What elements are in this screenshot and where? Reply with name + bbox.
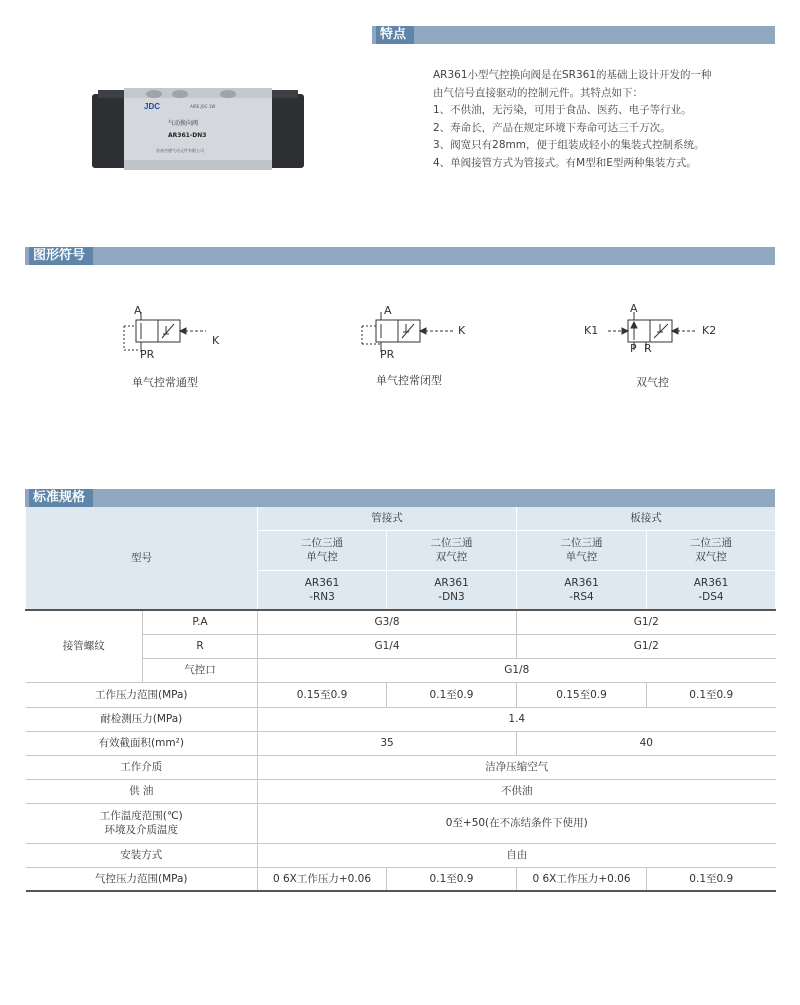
- cell-value: 35: [258, 731, 517, 755]
- cell-value: 0.15至0.9: [258, 682, 387, 707]
- row-label: 工作介质: [26, 755, 258, 779]
- symbols-section-bar: [25, 247, 775, 265]
- row-label: 气控口: [143, 658, 258, 682]
- symbol-port-r: R: [644, 342, 652, 355]
- symbol-label-normally-closed: 单气控常闭型: [376, 374, 442, 387]
- table-row: [26, 707, 776, 731]
- symbol-port-k2: K2: [702, 324, 717, 337]
- table-row: [26, 755, 776, 779]
- group-header-plate: 板接式: [517, 507, 776, 530]
- thread-label: 接管螺纹: [26, 610, 143, 682]
- product-logo: JDC: [144, 102, 161, 111]
- row-label: 工作温度范围(℃) 环境及介质温度: [26, 803, 258, 843]
- model-cell: AR361 -RS4: [517, 570, 647, 610]
- features-line: 由气信号直接驱动的控制元件。其特点如下：: [433, 86, 643, 99]
- symbol-label-normally-open: 单气控常通型: [132, 376, 198, 389]
- product-image: [92, 88, 304, 172]
- group-header-pipe: 管接式: [258, 507, 517, 530]
- cell-value: 0.15至0.9: [517, 682, 647, 707]
- cell-value: 自由: [258, 843, 776, 867]
- spec-section-bar: [25, 489, 775, 507]
- model-cell: AR361 -RN3: [258, 570, 387, 610]
- spec-heading: 标准规格: [29, 489, 93, 507]
- row-label: R: [143, 634, 258, 658]
- table-row: [26, 843, 776, 867]
- cell-value: 0.1至0.9: [647, 682, 776, 707]
- features-line: 4、单阀接管方式为管接式。有M型和E型两种集装方式。: [433, 156, 697, 169]
- row-label: 耐检测压力(MPa): [26, 707, 258, 731]
- cell-value: 1.4: [258, 707, 776, 731]
- table-row: [26, 610, 776, 634]
- cell-value: 不供油: [258, 779, 776, 803]
- type-header: 二位三通 单气控: [517, 530, 647, 570]
- features-line: 1、不供油，无污染，可用于食品、医药、电子等行业。: [433, 104, 692, 116]
- product-name: 气动换向阀: [168, 120, 199, 127]
- features-heading: 特点: [376, 26, 414, 44]
- cell-value: 0至+50(在不冻结条件下使用): [258, 803, 776, 843]
- symbol-port-k: K: [458, 324, 466, 337]
- row-label: P.A: [143, 610, 258, 634]
- table-row: [26, 803, 776, 843]
- symbol-port-p: P: [630, 342, 637, 355]
- cell-value: 0 6X工作压力+0.06: [517, 867, 647, 891]
- product-model: AR361-DN3: [168, 132, 207, 139]
- features-line: 2、寿命长，产品在规定环境下寿命可达三千万次。: [433, 121, 671, 134]
- symbol-port-k1: K1: [584, 324, 599, 337]
- row-label: 供 油: [26, 779, 258, 803]
- cell-value: G1/2: [517, 634, 776, 658]
- symbol-port-a: A: [384, 304, 392, 317]
- cell-value: 0.1至0.9: [387, 682, 517, 707]
- type-header: 二位三通 双气控: [647, 530, 776, 570]
- row-label: 有效截面积(mm²): [26, 731, 258, 755]
- row-label: 安装方式: [26, 843, 258, 867]
- symbols-heading: 图形符号: [29, 247, 93, 265]
- type-header: 二位三通 单气控: [258, 530, 387, 570]
- model-cell: AR361 -DS4: [647, 570, 776, 610]
- cell-value: G1/8: [258, 658, 776, 682]
- cell-value: 0.1至0.9: [387, 867, 517, 891]
- cell-value: 0.1至0.9: [647, 867, 776, 891]
- cell-value: 40: [517, 731, 776, 755]
- row-label: 工作压力范围(MPa): [26, 682, 258, 707]
- features-section-bar: [372, 26, 775, 44]
- features-text: [433, 67, 753, 172]
- spec-table: [25, 507, 776, 892]
- table-row: [26, 731, 776, 755]
- symbol-port-a: A: [134, 304, 142, 317]
- symbol-port-k: K: [212, 334, 220, 347]
- table-row: [26, 779, 776, 803]
- row-label: 气控压力范围(MPa): [26, 867, 258, 891]
- features-line: 3、阀宽只有28mm，便于组装成轻小的集装式控制系统。: [433, 139, 705, 151]
- cell-value: G3/8: [258, 610, 517, 634]
- type-header: 二位三通 双气控: [387, 530, 517, 570]
- symbol-port-pr: PR: [380, 348, 395, 361]
- cell-value: 洁净压缩空气: [258, 755, 776, 779]
- symbol-port-pr: PR: [140, 348, 155, 361]
- symbol-normally-open: [110, 304, 240, 364]
- symbol-normally-closed: [352, 304, 482, 364]
- symbol-double-pilot: [584, 302, 724, 356]
- cell-value: G1/2: [517, 610, 776, 634]
- features-line: AR361小型气控换向阀是在SR361的基础上设计开发的一种: [433, 69, 712, 81]
- table-row: [26, 682, 776, 707]
- model-header: 型号: [26, 507, 258, 610]
- product-small-text: AIRE JOC 1W: [190, 104, 216, 109]
- model-cell: AR361 -DN3: [387, 570, 517, 610]
- cell-value: G1/4: [258, 634, 517, 658]
- symbol-port-a: A: [630, 302, 638, 315]
- product-company: 济南杰德气动元件有限公司: [156, 148, 204, 153]
- cell-value: 0 6X工作压力+0.06: [258, 867, 387, 891]
- symbol-label-double-pilot: 双气控: [636, 376, 669, 389]
- table-row: [26, 867, 776, 891]
